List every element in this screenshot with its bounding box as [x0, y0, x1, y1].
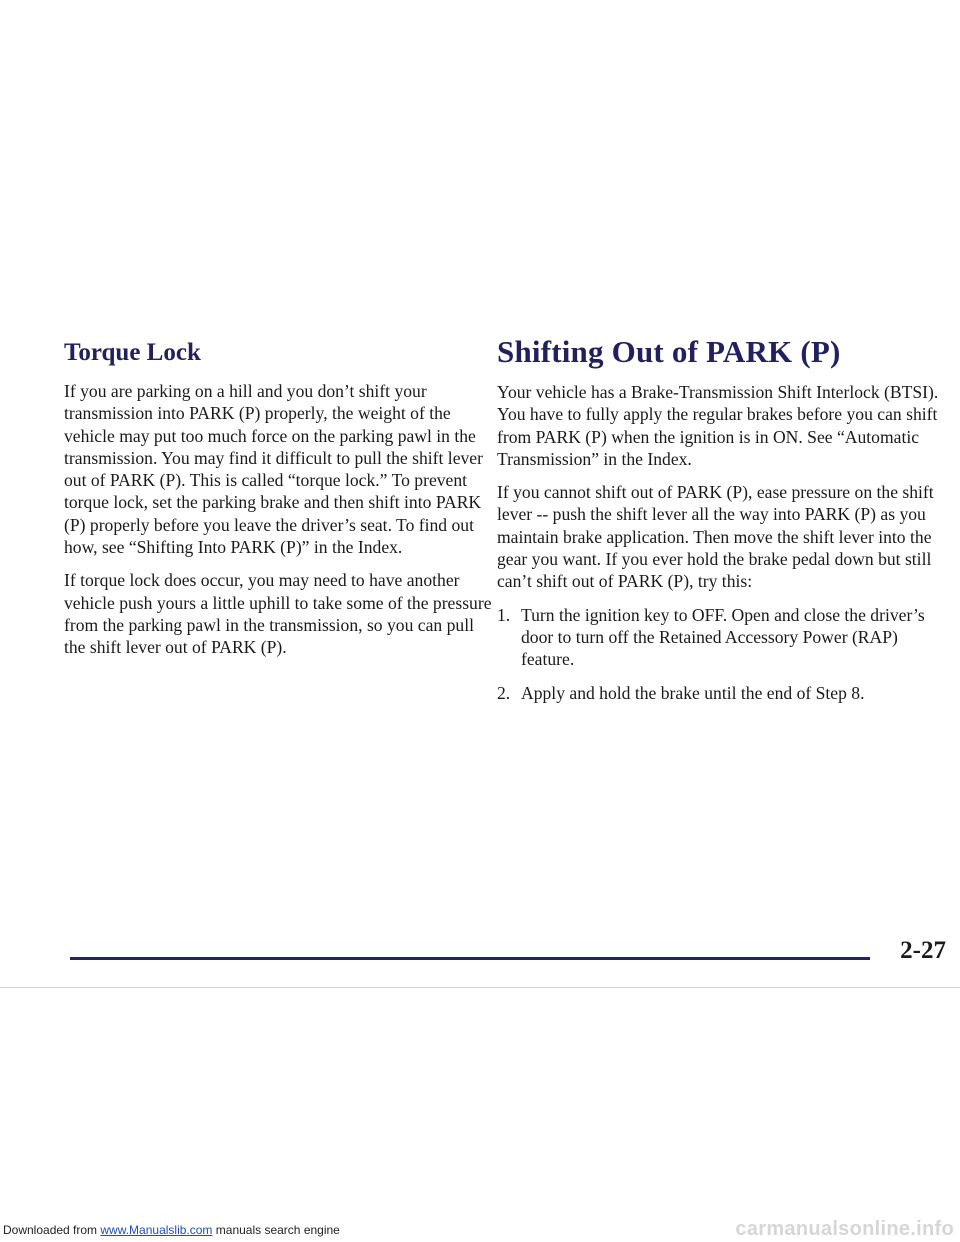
step-text: Turn the ignition key to OFF. Open and close the driver’s door to turn off the Retained Accessory Power (RAP) feature. — [521, 604, 925, 670]
manualslib-link[interactable]: www.Manualslib.com — [100, 1223, 213, 1237]
steps-list — [497, 604, 955, 704]
step-text: Apply and hold the brake until the end of Step 8. — [521, 682, 865, 703]
step-item — [497, 682, 955, 704]
left-column — [64, 338, 494, 670]
cannot-shift-paragraph: If you cannot shift out of PARK (P), ease pressure on the shift lever -- push the shift lever all the way into PARK (P) as you maintain brake application. Then move the shift lever into the gear you want. If you ever hold the brake pedal down but still can’t shift out of PARK (P), try this: — [497, 482, 934, 592]
watermark: carmanualsonline.info — [735, 1218, 954, 1240]
step-number: 1. — [497, 604, 511, 625]
torque-lock-paragraph-1: If you are parking on a hill and you don’t shift your transmission into PARK (P) properly, the weight of the vehicle may put too much force on the parking pawl in the transmission. You may find it difficult to pull the shift lever out of PARK (P). This is called “torque lock.” To prevent torque lock, set the parking brake and then shift into PARK (P) properly before you leave the driver’s seat. To find out how, see “Shifting Into PARK (P)” in the Index. — [64, 381, 483, 558]
footer-suffix: manuals search engine — [212, 1223, 340, 1237]
footer-rule — [70, 957, 870, 960]
scan-divider — [0, 987, 960, 988]
footer-prefix: Downloaded from — [3, 1223, 101, 1237]
shifting-out-of-park-heading: Shifting Out of PARK (P) — [497, 334, 841, 369]
torque-lock-heading: Torque Lock — [64, 339, 201, 366]
right-column — [497, 334, 955, 715]
torque-lock-paragraph-2: If torque lock does occur, you may need to have another vehicle push yours a little uphill to take some of the pressure from the parking pawl in the transmission, so you can pull the shift lever out of PARK (P). — [64, 570, 492, 658]
page-number: 2-27 — [900, 937, 946, 964]
download-footer — [3, 1223, 340, 1237]
step-number: 2. — [497, 682, 511, 703]
btsi-paragraph: Your vehicle has a Brake-Transmission Shift Interlock (BTSI). You have to fully apply the regular brakes before you can shift from PARK (P) when the ignition is in ON. See “Automatic Transmission” in the Index. — [497, 382, 939, 469]
step-item — [497, 604, 955, 671]
